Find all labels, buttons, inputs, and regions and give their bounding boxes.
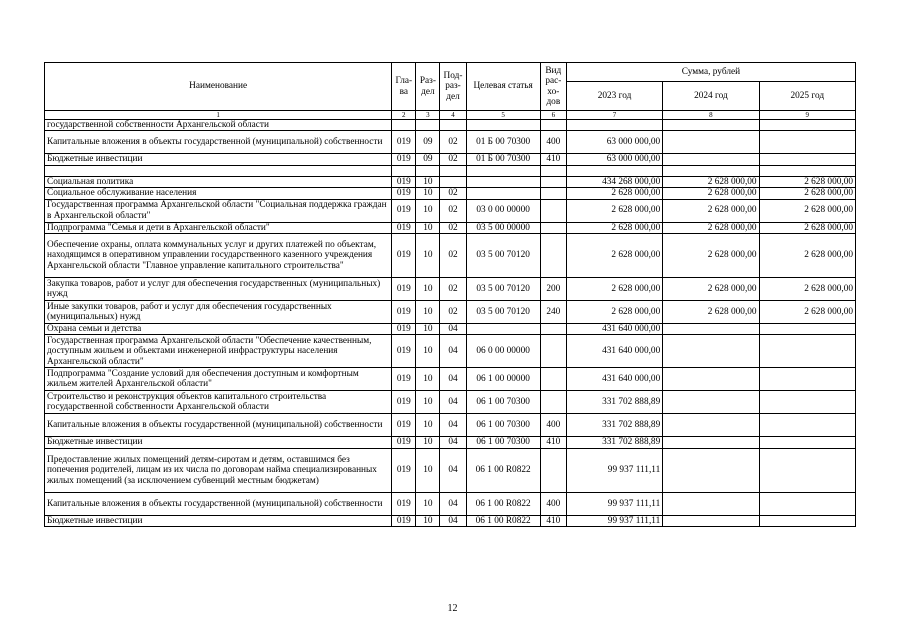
row-name: Государственная программа Архангельской области "Обеспечение качественным, доступным жильем и объектами инженерной инфраструктуры населения Архангельской области" xyxy=(45,335,392,368)
row-vid-rashodov: 410 xyxy=(540,437,566,448)
row-vid-rashodov xyxy=(540,234,566,278)
row-sum-2023: 331 702 888,89 xyxy=(566,437,662,448)
table-body xyxy=(45,120,856,527)
table-row xyxy=(45,120,856,131)
row-podrazdel: 02 xyxy=(440,222,466,233)
row-razdel: 10 xyxy=(416,301,440,324)
row-celevaya-statya: 01 Б 00 70300 xyxy=(466,131,540,154)
row-sum-2023: 2 628 000,00 xyxy=(566,234,662,278)
row-sum-2023: 99 937 111,11 xyxy=(566,515,662,526)
row-sum-2025 xyxy=(759,120,855,131)
row-celevaya-statya: 06 1 00 R0822 xyxy=(466,448,540,492)
row-name: Обеспечение охраны, оплата коммунальных услуг и других платежей по объектам, находящимся в оперативном управлении государственного казенного учреждения Архангельской области "Главное управление капитального строительства" xyxy=(45,234,392,278)
table-row xyxy=(45,335,856,368)
table-row xyxy=(45,199,856,222)
row-glava: 019 xyxy=(392,154,416,165)
row-sum-2025: 2 628 000,00 xyxy=(759,188,855,199)
row-sum-2024 xyxy=(663,492,759,515)
row-glava: 019 xyxy=(392,234,416,278)
row-vid-rashodov: 400 xyxy=(540,414,566,437)
row-razdel: 10 xyxy=(416,176,440,187)
row-sum-2023: 331 702 888,89 xyxy=(566,414,662,437)
row-sum-2025: 2 628 000,00 xyxy=(759,301,855,324)
row-celevaya-statya xyxy=(466,188,540,199)
row-sum-2024 xyxy=(663,120,759,131)
row-celevaya-statya: 06 1 00 70300 xyxy=(466,437,540,448)
row-sum-2024: 2 628 000,00 xyxy=(663,222,759,233)
row-sum-2024 xyxy=(663,165,759,176)
row-name: Бюджетные инвестиции xyxy=(45,437,392,448)
row-name: Закупка товаров, работ и услуг для обеспечения государственных (муниципальных) нужд xyxy=(45,278,392,301)
row-sum-2024: 2 628 000,00 xyxy=(663,301,759,324)
row-sum-2025 xyxy=(759,391,855,414)
row-glava: 019 xyxy=(392,188,416,199)
row-celevaya-statya: 06 1 00 70300 xyxy=(466,391,540,414)
row-glava: 019 xyxy=(392,448,416,492)
row-glava: 019 xyxy=(392,131,416,154)
row-sum-2024 xyxy=(663,324,759,335)
column-number: 8 xyxy=(663,111,759,120)
row-celevaya-statya xyxy=(466,120,540,131)
row-sum-2024: 2 628 000,00 xyxy=(663,278,759,301)
row-name: Социальная политика xyxy=(45,176,392,187)
table-row xyxy=(45,154,856,165)
row-vid-rashodov: 400 xyxy=(540,492,566,515)
row-vid-rashodov xyxy=(540,188,566,199)
row-sum-2023: 99 937 111,11 xyxy=(566,492,662,515)
row-glava xyxy=(392,165,416,176)
row-name: Государственная программа Архангельской области "Социальная поддержка граждан в Архангельской области" xyxy=(45,199,392,222)
row-podrazdel: 02 xyxy=(440,199,466,222)
header-year-2024: 2024 год xyxy=(663,82,759,111)
row-vid-rashodov xyxy=(540,199,566,222)
column-number: 2 xyxy=(392,111,416,120)
table-row xyxy=(45,414,856,437)
row-celevaya-statya: 06 1 00 00000 xyxy=(466,368,540,391)
row-sum-2024 xyxy=(663,154,759,165)
row-podrazdel: 04 xyxy=(440,448,466,492)
row-sum-2024: 2 628 000,00 xyxy=(663,176,759,187)
table-row xyxy=(45,492,856,515)
row-glava xyxy=(392,120,416,131)
row-name: Иные закупки товаров, работ и услуг для обеспечения государственных (муниципальных) нужд xyxy=(45,301,392,324)
row-celevaya-statya: 03 5 00 70120 xyxy=(466,301,540,324)
row-sum-2024 xyxy=(663,448,759,492)
row-sum-2024 xyxy=(663,437,759,448)
row-podrazdel: 02 xyxy=(440,278,466,301)
row-vid-rashodov xyxy=(540,222,566,233)
row-sum-2024: 2 628 000,00 xyxy=(663,199,759,222)
row-sum-2024 xyxy=(663,368,759,391)
row-sum-2024 xyxy=(663,391,759,414)
row-glava: 019 xyxy=(392,515,416,526)
row-razdel: 10 xyxy=(416,335,440,368)
row-glava: 019 xyxy=(392,335,416,368)
header-celevaya-statya: Целевая статья xyxy=(466,63,540,111)
row-sum-2025 xyxy=(759,154,855,165)
row-razdel: 10 xyxy=(416,515,440,526)
header-year-2023: 2023 год xyxy=(566,82,662,111)
table-row xyxy=(45,131,856,154)
row-name: Подпрограмма "Создание условий для обеспечения доступным и комфортным жильем жителей Архангельской области" xyxy=(45,368,392,391)
row-vid-rashodov xyxy=(540,176,566,187)
column-number: 3 xyxy=(416,111,440,120)
row-sum-2024 xyxy=(663,335,759,368)
row-glava: 019 xyxy=(392,222,416,233)
row-podrazdel xyxy=(440,165,466,176)
table-row xyxy=(45,188,856,199)
row-razdel: 10 xyxy=(416,437,440,448)
row-celevaya-statya: 03 5 00 00000 xyxy=(466,222,540,233)
row-sum-2023: 2 628 000,00 xyxy=(566,199,662,222)
row-podrazdel: 04 xyxy=(440,368,466,391)
row-razdel: 10 xyxy=(416,448,440,492)
table-row xyxy=(45,278,856,301)
table-row xyxy=(45,515,856,526)
column-number: 9 xyxy=(759,111,855,120)
row-sum-2024 xyxy=(663,131,759,154)
row-vid-rashodov xyxy=(540,368,566,391)
row-sum-2025 xyxy=(759,448,855,492)
row-name: Капитальные вложения в объекты государственной (муниципальной) собственности xyxy=(45,492,392,515)
budget-table xyxy=(44,62,856,527)
table-row xyxy=(45,437,856,448)
row-razdel: 10 xyxy=(416,234,440,278)
column-number: 6 xyxy=(540,111,566,120)
header-vid-rashodov: Вид рас-хо-дов xyxy=(540,63,566,111)
row-sum-2023: 63 000 000,00 xyxy=(566,131,662,154)
row-celevaya-statya: 03 5 00 70120 xyxy=(466,278,540,301)
row-vid-rashodov xyxy=(540,324,566,335)
row-podrazdel: 02 xyxy=(440,131,466,154)
column-number: 7 xyxy=(566,111,662,120)
header-razdel: Раз-дел xyxy=(416,63,440,111)
row-sum-2024 xyxy=(663,515,759,526)
row-sum-2023: 331 702 888,89 xyxy=(566,391,662,414)
row-podrazdel xyxy=(440,120,466,131)
row-glava: 019 xyxy=(392,324,416,335)
header-name: Наименование xyxy=(45,63,392,111)
table-row xyxy=(45,165,856,176)
row-sum-2023: 63 000 000,00 xyxy=(566,154,662,165)
row-razdel: 10 xyxy=(416,368,440,391)
row-name: Капитальные вложения в объекты государственной (муниципальной) собственности xyxy=(45,131,392,154)
table-row xyxy=(45,368,856,391)
row-sum-2023: 99 937 111,11 xyxy=(566,448,662,492)
row-razdel xyxy=(416,165,440,176)
row-podrazdel: 02 xyxy=(440,301,466,324)
column-number: 1 xyxy=(45,111,392,120)
row-celevaya-statya: 03 5 00 70120 xyxy=(466,234,540,278)
column-number: 4 xyxy=(440,111,466,120)
row-name: Охрана семьи и детства xyxy=(45,324,392,335)
row-podrazdel xyxy=(440,176,466,187)
row-celevaya-statya xyxy=(466,324,540,335)
row-sum-2023: 431 640 000,00 xyxy=(566,335,662,368)
table-row xyxy=(45,391,856,414)
row-sum-2023: 431 640 000,00 xyxy=(566,368,662,391)
header-summa: Сумма, рублей xyxy=(566,63,855,82)
page-number: 12 xyxy=(447,603,458,614)
row-podrazdel: 04 xyxy=(440,437,466,448)
row-sum-2025 xyxy=(759,335,855,368)
row-name: Строительство и реконструкция объектов капитального строительства государственной собственности Архангельской области xyxy=(45,391,392,414)
row-vid-rashodov: 240 xyxy=(540,301,566,324)
row-name: государственной собственности Архангельской области xyxy=(45,120,392,131)
row-sum-2023: 2 628 000,00 xyxy=(566,278,662,301)
header-glava: Гла-ва xyxy=(392,63,416,111)
row-glava: 019 xyxy=(392,278,416,301)
row-podrazdel: 02 xyxy=(440,188,466,199)
row-podrazdel: 02 xyxy=(440,154,466,165)
row-sum-2023: 2 628 000,00 xyxy=(566,301,662,324)
row-name: Бюджетные инвестиции xyxy=(45,154,392,165)
row-sum-2023: 2 628 000,00 xyxy=(566,222,662,233)
row-razdel: 10 xyxy=(416,391,440,414)
row-razdel: 10 xyxy=(416,222,440,233)
row-sum-2025 xyxy=(759,492,855,515)
row-podrazdel: 04 xyxy=(440,492,466,515)
row-sum-2023: 431 640 000,00 xyxy=(566,324,662,335)
row-podrazdel: 04 xyxy=(440,324,466,335)
row-glava: 019 xyxy=(392,437,416,448)
row-sum-2025: 2 628 000,00 xyxy=(759,199,855,222)
row-glava: 019 xyxy=(392,414,416,437)
row-glava: 019 xyxy=(392,301,416,324)
row-sum-2025 xyxy=(759,165,855,176)
row-glava: 019 xyxy=(392,492,416,515)
row-glava: 019 xyxy=(392,199,416,222)
row-vid-rashodov: 410 xyxy=(540,154,566,165)
row-razdel: 10 xyxy=(416,188,440,199)
row-sum-2025: 2 628 000,00 xyxy=(759,176,855,187)
row-sum-2024: 2 628 000,00 xyxy=(663,188,759,199)
table-row xyxy=(45,176,856,187)
row-celevaya-statya: 06 1 00 70300 xyxy=(466,414,540,437)
row-podrazdel: 04 xyxy=(440,414,466,437)
row-celevaya-statya: 06 1 00 R0822 xyxy=(466,492,540,515)
row-sum-2025: 2 628 000,00 xyxy=(759,278,855,301)
row-razdel: 10 xyxy=(416,278,440,301)
row-vid-rashodov xyxy=(540,165,566,176)
table-row xyxy=(45,234,856,278)
row-podrazdel: 02 xyxy=(440,234,466,278)
row-vid-rashodov xyxy=(540,335,566,368)
row-sum-2024: 2 628 000,00 xyxy=(663,234,759,278)
row-sum-2023: 434 268 000,00 xyxy=(566,176,662,187)
row-name: Социальное обслуживание населения xyxy=(45,188,392,199)
row-sum-2025 xyxy=(759,414,855,437)
row-celevaya-statya xyxy=(466,165,540,176)
row-celevaya-statya: 06 0 00 00000 xyxy=(466,335,540,368)
row-sum-2025 xyxy=(759,131,855,154)
row-celevaya-statya: 06 1 00 R0822 xyxy=(466,515,540,526)
row-sum-2025: 2 628 000,00 xyxy=(759,222,855,233)
row-razdel xyxy=(416,120,440,131)
row-sum-2023: 2 628 000,00 xyxy=(566,188,662,199)
row-celevaya-statya xyxy=(466,176,540,187)
row-sum-2024 xyxy=(663,414,759,437)
row-vid-rashodov: 200 xyxy=(540,278,566,301)
row-sum-2025 xyxy=(759,324,855,335)
row-celevaya-statya: 01 Б 00 70300 xyxy=(466,154,540,165)
row-glava: 019 xyxy=(392,391,416,414)
row-vid-rashodov: 400 xyxy=(540,131,566,154)
row-name: Бюджетные инвестиции xyxy=(45,515,392,526)
row-name: Капитальные вложения в объекты государственной (муниципальной) собственности xyxy=(45,414,392,437)
row-podrazdel: 04 xyxy=(440,391,466,414)
row-sum-2025 xyxy=(759,515,855,526)
row-podrazdel: 04 xyxy=(440,515,466,526)
row-razdel: 09 xyxy=(416,154,440,165)
row-vid-rashodov xyxy=(540,391,566,414)
row-razdel: 10 xyxy=(416,324,440,335)
row-glava: 019 xyxy=(392,176,416,187)
header-podrazdel: Под-раз-дел xyxy=(440,63,466,111)
table-row xyxy=(45,448,856,492)
row-name xyxy=(45,165,392,176)
row-vid-rashodov: 410 xyxy=(540,515,566,526)
row-sum-2023 xyxy=(566,165,662,176)
row-sum-2023 xyxy=(566,120,662,131)
column-numbers-row xyxy=(45,111,856,120)
column-number: 5 xyxy=(466,111,540,120)
row-sum-2025 xyxy=(759,368,855,391)
row-razdel: 10 xyxy=(416,199,440,222)
row-sum-2025: 2 628 000,00 xyxy=(759,234,855,278)
row-razdel: 10 xyxy=(416,492,440,515)
row-name: Предоставление жилых помещений детям-сиротам и детям, оставшимся без попечения родителей, лицам из их числа по договорам найма специализированных жилых помещений (за исключением субвенций местным бюджетам) xyxy=(45,448,392,492)
row-razdel: 10 xyxy=(416,414,440,437)
row-podrazdel: 04 xyxy=(440,335,466,368)
header-year-2025: 2025 год xyxy=(759,82,855,111)
table-row xyxy=(45,301,856,324)
table-row xyxy=(45,324,856,335)
row-sum-2025 xyxy=(759,437,855,448)
row-name: Подпрограмма "Семья и дети в Архангельской области" xyxy=(45,222,392,233)
row-vid-rashodov xyxy=(540,120,566,131)
row-glava: 019 xyxy=(392,368,416,391)
row-vid-rashodov xyxy=(540,448,566,492)
row-celevaya-statya: 03 0 00 00000 xyxy=(466,199,540,222)
row-razdel: 09 xyxy=(416,131,440,154)
table-row xyxy=(45,222,856,233)
